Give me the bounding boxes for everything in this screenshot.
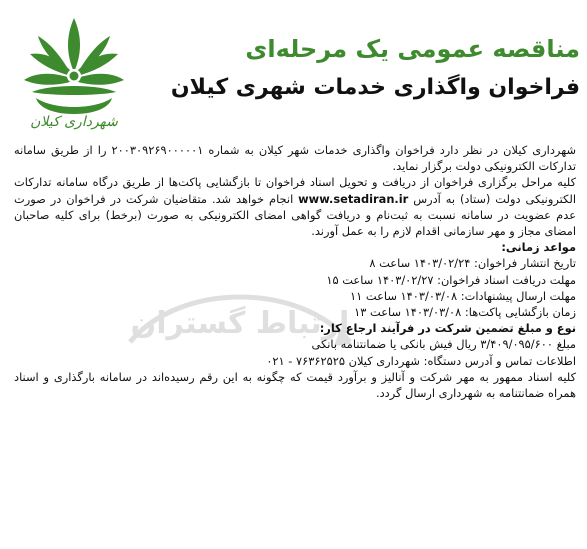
- guarantee-text: مبلغ ۳/۴۰۹/۰۹۵/۶۰۰ ریال فیش بانکی یا ضمانتنامه بانکی: [311, 337, 576, 352]
- guarantee-title: نوع و مبلغ تضمین شرکت در فرآیند ارجاع کار:: [319, 321, 576, 336]
- notice-title: فراخوان واگذاری خدمات شهری کیلان: [170, 75, 580, 100]
- instructions-text-2: انجام خواهد شد. متقاضیان شرکت در فراخوان در صورت عدم عضویت در سامانه نسبت به ثبت‌نام و دریافت گواهی امضای الکترونیکی به صورت (برخط) برای کلیه صاحبان امضای مجاز و مهر سازمانی اقدام لازم را به عمل آورند.: [14, 191, 576, 239]
- instructions-paragraph: [14, 174, 576, 239]
- contact-text: اطلاعات تماس و آدرس دستگاه: شهرداری کیلان ۷۶۳۶۲۵۲۵ - ۰۲۱: [266, 353, 576, 368]
- schedule-title: مواعد زمانی:: [501, 240, 576, 255]
- watermark-text: ارتباط گستران: [130, 306, 350, 341]
- schedule-item: تاریخ انتشار فراخوان: ۱۴۰۳/۰۲/۲۴ ساعت ۸: [369, 256, 576, 271]
- schedule-item: مهلت دریافت اسناد فراخوان: ۱۴۰۳/۰۲/۲۷ ساعت ۱۵: [326, 272, 576, 287]
- schedule-item: زمان بازگشایی پاکت‌ها: ۱۴۰۳/۰۳/۰۸ ساعت ۱۳: [354, 305, 576, 320]
- website-link[interactable]: www.setadiran.ir: [298, 191, 409, 206]
- logo-caption: شهرداری کیلان: [30, 114, 118, 130]
- municipality-logo: [14, 14, 134, 142]
- closing-text: کلیه اسناد ممهور به مهر شرکت و آنالیز و برآورد قیمت که چگونه به این رقم رسیده‌اند در سامانه بارگذاری و اسناد همراه ضمانتنامه به شهرداری ارسال گردد.: [14, 369, 576, 401]
- notice-body: [14, 142, 576, 401]
- notice-headline: مناقصه عمومی یک مرحله‌ای: [245, 35, 580, 63]
- schedule-item: مهلت ارسال پیشنهادات: ۱۴۰۳/۰۳/۰۸ ساعت ۱۱: [350, 288, 576, 303]
- instructions-text-1: کلیه مراحل برگزاری فراخوان از دریافت و تحویل اسناد فراخوان تا بازگشایی پاکت‌ها از طریق درگاه سامانه تدارکات الکترونیکی دولت (ستاد) به آدرس: [14, 175, 576, 206]
- intro-paragraph: شهرداری کیلان در نظر دارد فراخوان واگذاری خدمات شهر کیلان به شماره ۲۰۰۳۰۹۲۶۹۰۰۰۰۰۱ را از طریق سامانه تدارکات الکترونیکی دولت برگزار نماید.: [14, 143, 576, 174]
- notice-header: [140, 34, 580, 102]
